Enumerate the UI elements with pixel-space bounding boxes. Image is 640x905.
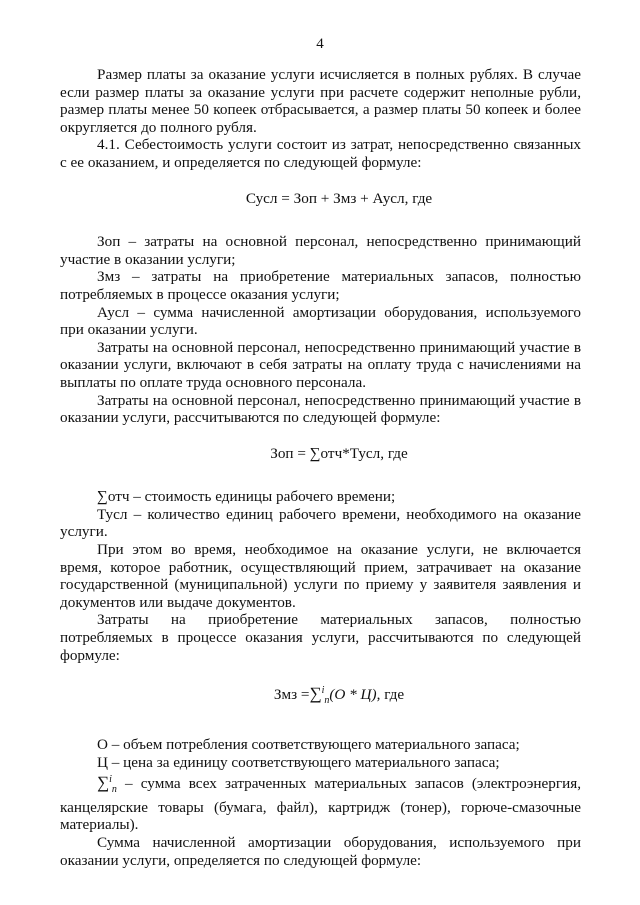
definition-ausl: Аусл – сумма начисленной амортизации оборудования, используемого при оказании услуги. <box>60 303 581 339</box>
definition-sum-otch: ∑отч – стоимость единицы рабочего времени; <box>97 488 396 506</box>
definition-zop: Зоп – затраты на основной персонал, непосредственно принимающий участие в оказании услуги; <box>60 233 581 268</box>
formula-materials-sub: n <box>324 695 330 707</box>
definition-tusl: Тусл – количество единиц рабочего времени, необходимого на оказание услуги. <box>60 505 581 541</box>
formula-materials-body: (О * Ц) <box>329 686 377 704</box>
paragraph-cost-definition: 4.1. Себестоимость услуги состоит из затрат, непосредственно связанных с ее оказанием, и определяется по следующей формуле: <box>60 136 581 171</box>
formula-service-cost: Сусл = Зоп + Змз + Аусл, где <box>245 189 433 207</box>
sum-materials-text: – сумма всех затраченных материальных запасов (электроэнергия, канцелярские товары (бумага, файл), картридж (тонер), горюче-смазочные материалы). <box>60 775 581 834</box>
paragraph-time-exclusion: При этом во время, необходимое на оказание услуги, не включается время, которое работник, осуществляющий прием, затрачивает на оказание государственной (муниципальной) услуги по приему у заявителя заявления и документов или выдаче документов. <box>60 541 581 611</box>
page-number: 4 <box>316 36 324 52</box>
sum-materials-sub: n <box>111 784 117 796</box>
formula-materials-cost <box>60 682 581 710</box>
sum-symbol-icon: ∑ <box>309 684 322 704</box>
formula-materials-sup: i <box>321 685 325 697</box>
paragraph-materials-formula-intro: Затраты на приобретение материальных запасов, полностью потребляемых в процессе оказания услуги, рассчитываются по следующей формуле: <box>60 611 581 664</box>
sum-symbol-icon: ∑ <box>97 773 110 793</box>
paragraph-fee-rounding: Размер платы за оказание услуги исчисляется в полных рублях. В случае если размер платы за оказание услуги при расчете содержит неполные рубли, размер платы менее 50 копеек отбрасывается, а размер платы 50 копеек и более округляется до полного рубля. <box>60 66 581 136</box>
definition-price: Ц – цена за единицу соответствующего материального запаса; <box>97 753 500 771</box>
paragraph-amortization-intro: Сумма начисленной амортизации оборудования, используемого при оказании услуги, определяется по следующей формуле: <box>60 833 581 869</box>
formula-materials-tail: , где <box>376 686 405 704</box>
formula-materials-lhs: Змз = <box>273 686 310 704</box>
definition-sum-materials <box>60 771 581 834</box>
sum-materials-sup: i <box>109 774 112 786</box>
paragraph-personnel-costs: Затраты на основной персонал, непосредственно принимающий участие в оказании услуги, включают в себя затраты на оплату труда с начислениями на выплаты по оплате труда основного персонала. <box>60 338 581 391</box>
document-body <box>60 66 581 869</box>
paragraph-personnel-formula-intro: Затраты на основной персонал, непосредственно принимающий участие в оказании услуги, рассчитываются по следующей формуле: <box>60 391 581 427</box>
definition-zmz: Змз – затраты на приобретение материальных запасов, полностью потребляемых в процессе оказания услуги; <box>60 268 581 303</box>
formula-personnel-cost: Зоп = ∑отч*Тусл, где <box>270 444 408 462</box>
definition-volume: О – объем потребления соответствующего материального запаса; <box>97 735 520 753</box>
